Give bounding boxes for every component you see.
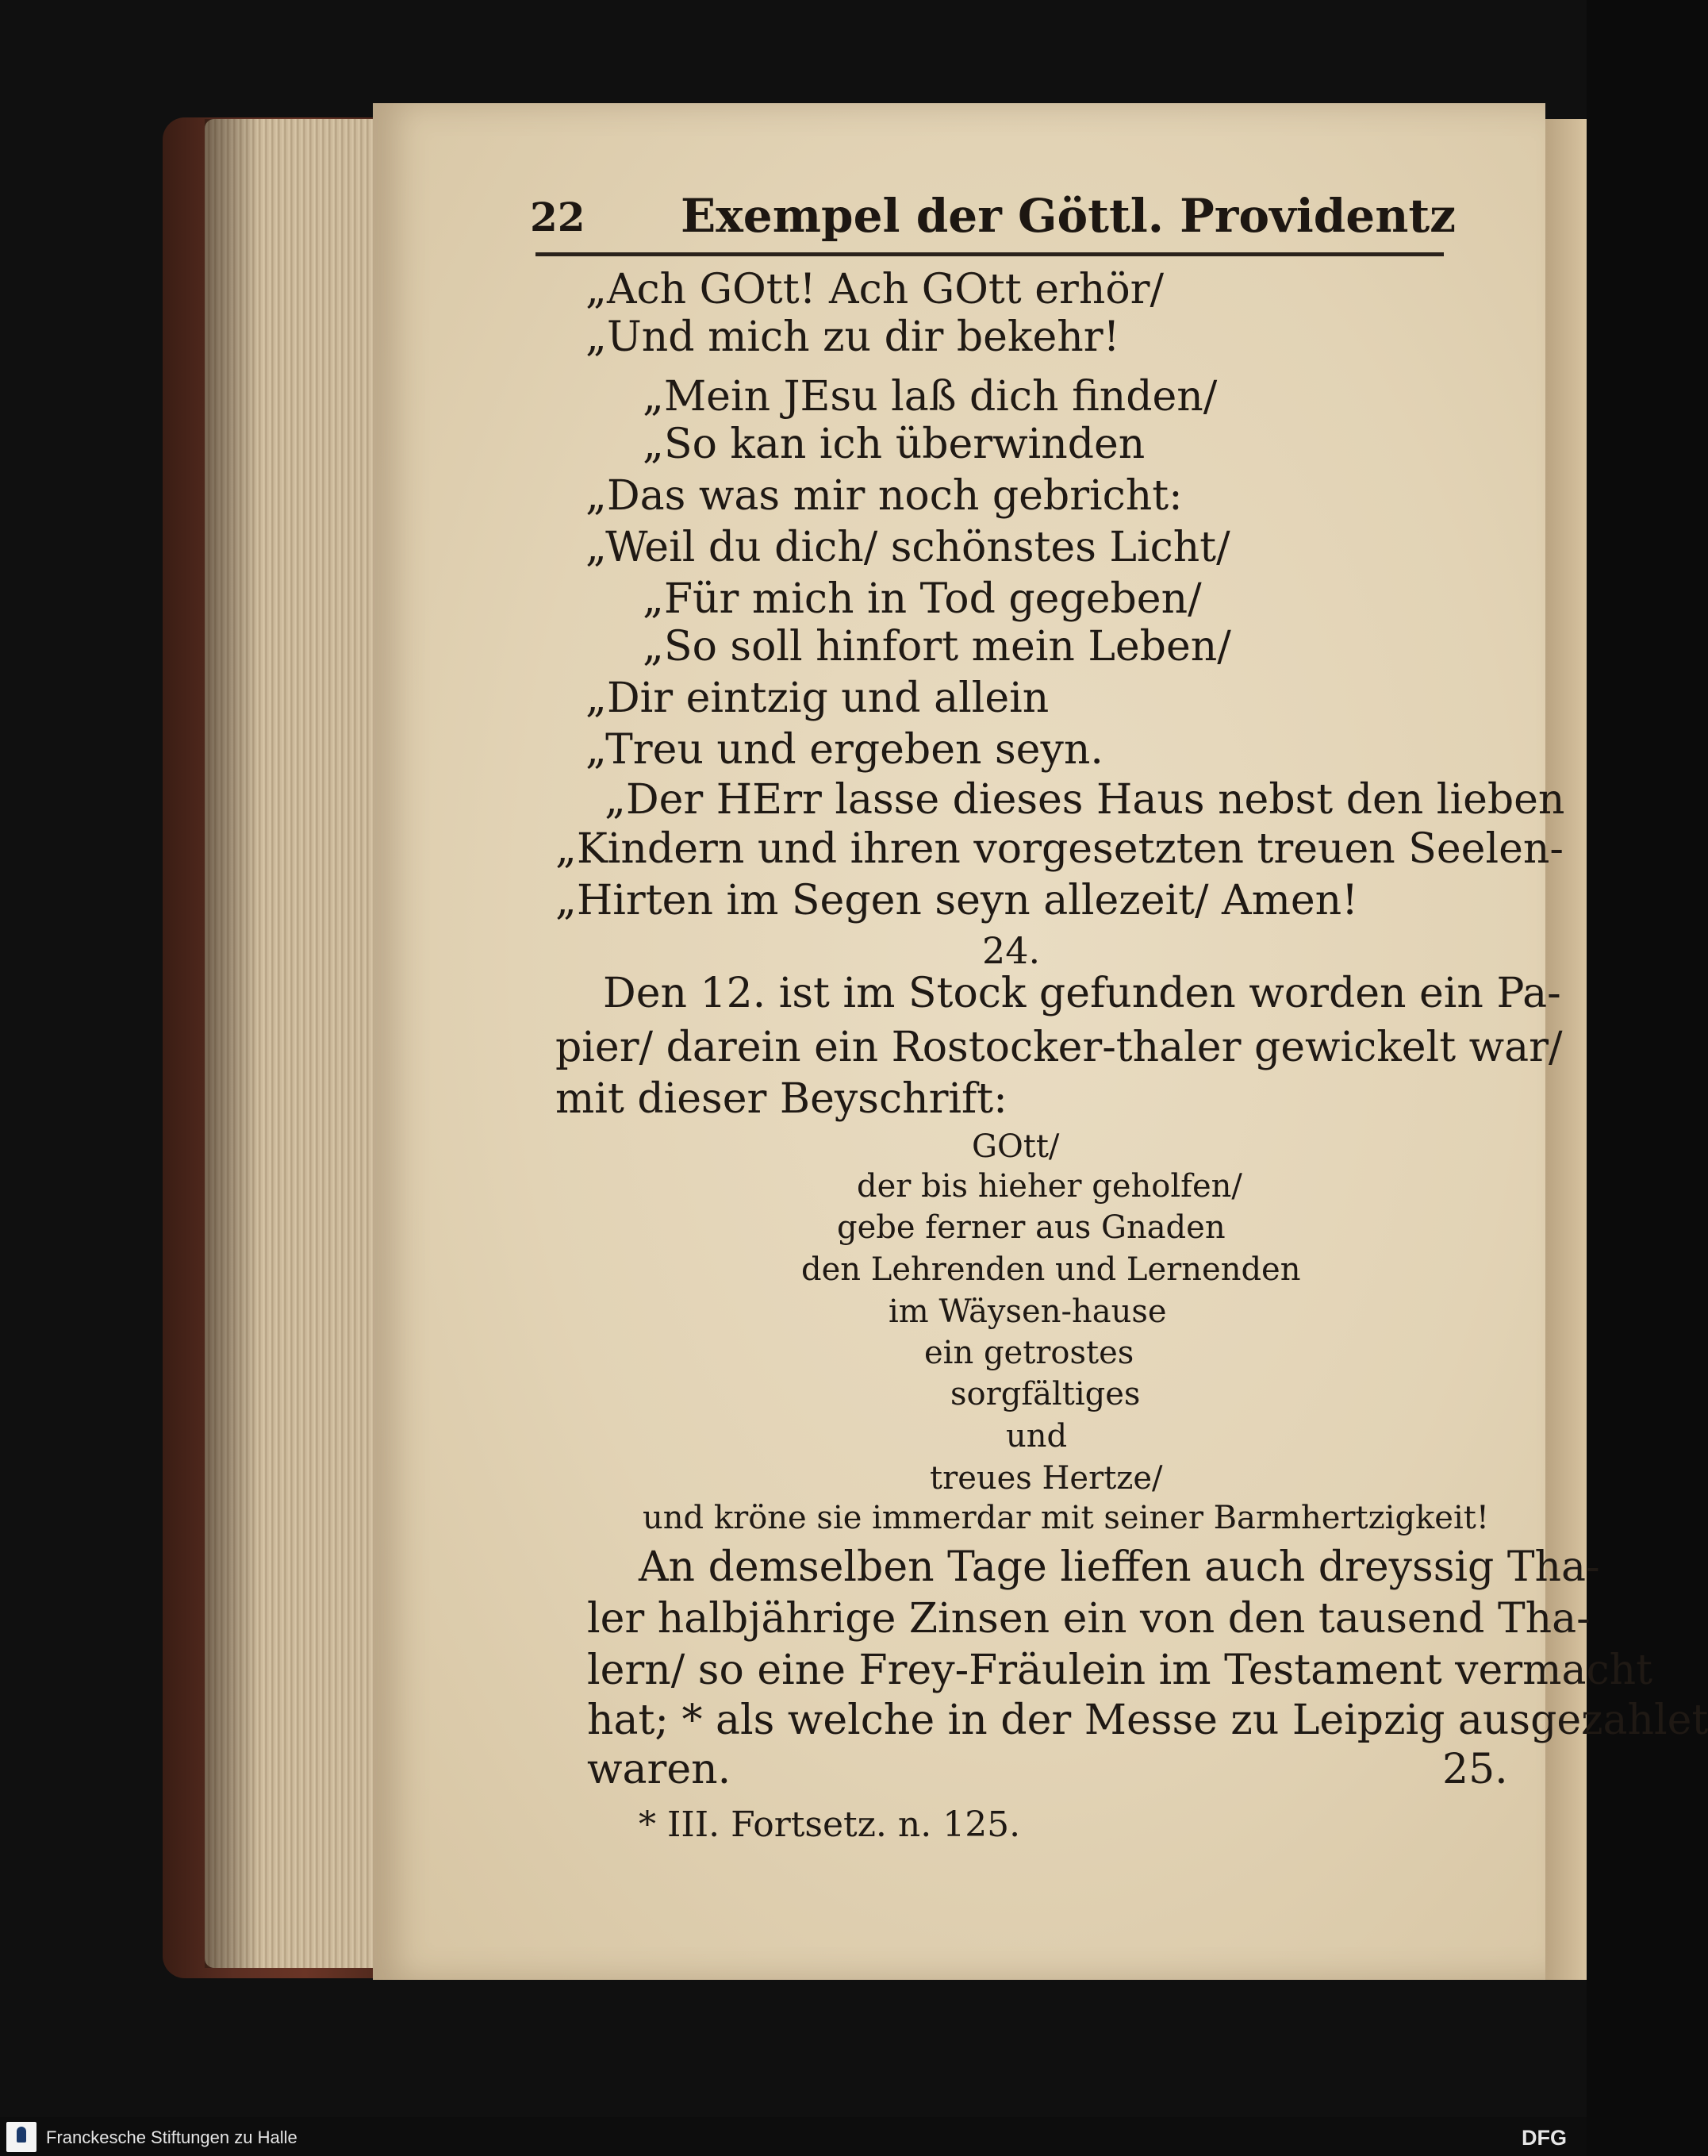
footer-institution: Franckesche Stiftungen zu Halle (46, 2127, 297, 2147)
hymn-line: „Hirten im Segen seyn allezeit/ Amen! (555, 877, 1359, 924)
catchword: 25. (1442, 1746, 1508, 1793)
paragraph-line: pier/ darein ein Rostocker-thaler gewickelt war/ (555, 1024, 1563, 1071)
inscription-line: und (1006, 1418, 1068, 1455)
inscription-line: und kröne sie immerdar mit seiner Barmhertzigkeit! (643, 1500, 1489, 1536)
hymn-line: „So kan ich überwinden (643, 421, 1146, 468)
inscription-line: GOtt/ (972, 1128, 1060, 1165)
hymn-line: „Dir eintzig und allein (585, 674, 1050, 722)
running-head (530, 183, 1457, 246)
running-title: Exempel der Göttl. Providentz (681, 189, 1457, 243)
hymn-line: „Und mich zu dir bekehr! (585, 313, 1120, 361)
institution-logo-icon (6, 2122, 36, 2152)
hymn-line: „So soll hinfort mein Leben/ (643, 623, 1231, 671)
page-edges-shadow (205, 119, 260, 1968)
section-number: 24. (982, 929, 1041, 972)
hymn-line: „Weil du dich/ schönstes Licht/ (585, 524, 1230, 571)
paragraph-line: waren. (587, 1746, 731, 1793)
hymn-line: „Mein JEsu laß dich finden/ (643, 373, 1218, 421)
inscription-line: gebe ferner aus Gnaden (837, 1209, 1226, 1246)
header-rule (535, 252, 1444, 256)
paragraph-line: ler halbjährige Zinsen ein von den tausend Tha- (587, 1595, 1591, 1643)
hymn-line: „Der HErr lasse dieses Haus nebst den lieben (605, 776, 1565, 824)
paragraph-line: hat; * als welche in der Messe zu Leipzig ausgezahlet (587, 1697, 1708, 1744)
inscription-line: ein getrostes (924, 1335, 1134, 1371)
inscription-line: im Wäysen-hause (889, 1293, 1167, 1330)
paragraph-line: Den 12. ist im Stock gefunden worden ein Pa- (603, 970, 1561, 1017)
hymn-line: „Treu und ergeben seyn. (585, 726, 1103, 774)
inscription-line: treues Hertze/ (930, 1460, 1163, 1497)
hymn-line: „Das was mir noch gebricht: (585, 472, 1183, 520)
footnote: * III. Fortsetz. n. 125. (639, 1804, 1021, 1845)
inscription-line: der bis hieher geholfen/ (857, 1168, 1242, 1205)
hymn-line: „Für mich in Tod gegeben/ (643, 575, 1202, 623)
paragraph-line: An demselben Tage lieffen auch dreyssig Tha- (639, 1543, 1600, 1591)
dfg-logo: DFG (1522, 2126, 1567, 2150)
paragraph-line: lern/ so eine Frey-Fräulein im Testament vermacht (587, 1647, 1652, 1694)
page-number: 22 (530, 194, 585, 240)
paragraph-line: mit dieser Beyschrift: (555, 1075, 1008, 1123)
hymn-line: „Ach GOtt! Ach GOtt erhör/ (585, 266, 1165, 313)
hymn-line: „Kindern und ihren vorgesetzten treuen Seelen- (555, 825, 1564, 873)
inscription-line: sorgfältiges (950, 1376, 1141, 1412)
inscription-line: den Lehrenden und Lernenden (801, 1251, 1301, 1288)
